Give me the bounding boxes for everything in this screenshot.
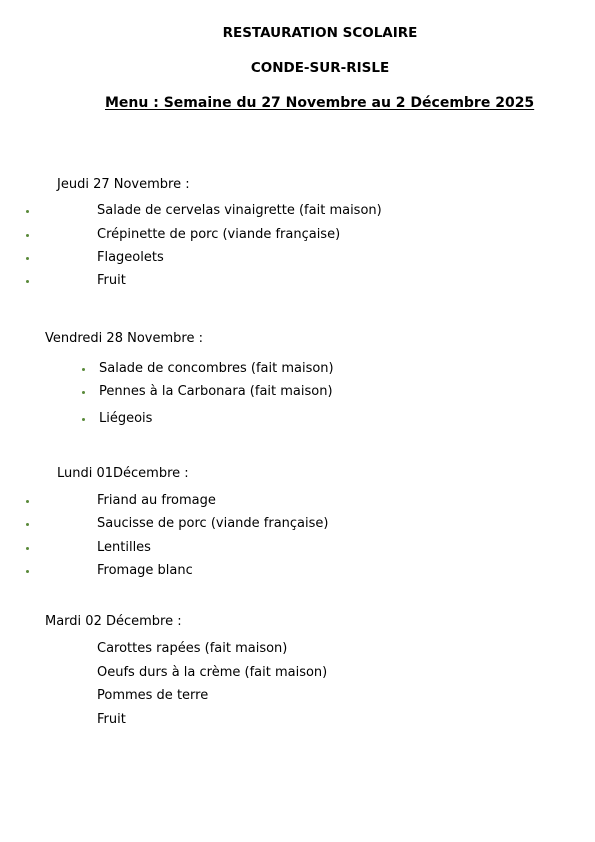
menu-item: Pommes de terre <box>97 688 209 703</box>
menu-item: Fromage blanc <box>97 563 193 578</box>
menu-item: Friand au fromage <box>97 493 216 508</box>
bullet-icon <box>82 391 85 394</box>
menu-item: Flageolets <box>97 250 164 265</box>
page-title: RESTAURATION SCOLAIRE <box>222 25 418 41</box>
bullet-icon <box>26 500 29 503</box>
menu-item: Liégeois <box>99 411 153 426</box>
bullet-icon <box>26 523 29 526</box>
bullet-icon <box>26 547 29 550</box>
bullet-icon <box>26 210 29 213</box>
bullet-icon <box>26 570 29 573</box>
city-name: CONDE-SUR-RISLE <box>250 60 390 76</box>
bullet-icon <box>26 257 29 260</box>
menu-item: Salade de concombres (fait maison) <box>99 361 334 376</box>
menu-item: Fruit <box>97 712 126 727</box>
menu-item: Carottes rapées (fait maison) <box>97 641 288 656</box>
bullet-icon <box>26 234 29 237</box>
day-label: Vendredi 28 Novembre : <box>45 331 203 346</box>
bullet-icon <box>82 368 85 371</box>
day-label: Mardi 02 Décembre : <box>45 614 182 629</box>
menu-week-title: Menu : Semaine du 27 Novembre au 2 Décembre 2025 <box>105 95 535 111</box>
day-label: Lundi 01Décembre : <box>57 466 189 481</box>
menu-item: Saucisse de porc (viande française) <box>97 516 329 531</box>
bullet-icon <box>26 280 29 283</box>
menu-item: Oeufs durs à la crème (fait maison) <box>97 665 328 680</box>
menu-item: Pennes à la Carbonara (fait maison) <box>99 384 333 399</box>
menu-item: Salade de cervelas vinaigrette (fait maison) <box>97 203 382 218</box>
menu-item: Crépinette de porc (viande française) <box>97 227 341 242</box>
menu-item: Fruit <box>97 273 126 288</box>
day-label: Jeudi 27 Novembre : <box>57 177 190 192</box>
menu-item: Lentilles <box>97 540 151 555</box>
bullet-icon <box>82 418 85 421</box>
